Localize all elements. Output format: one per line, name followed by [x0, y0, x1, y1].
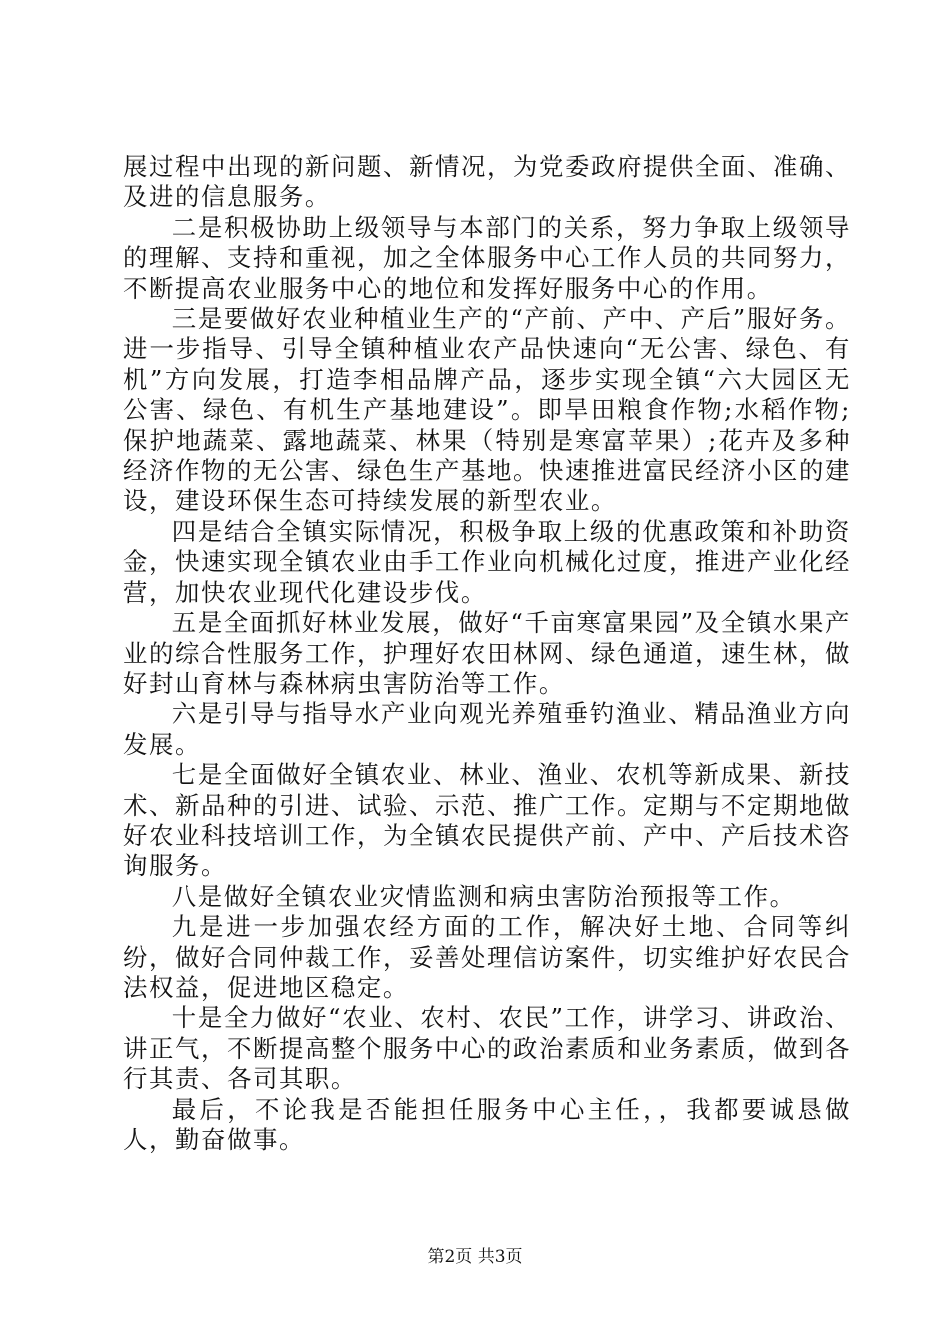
paragraph-item-10: 十是全力做好“农业、农村、农民”工作，讲学习、讲政治、讲正气，不断提高整个服务中心的政治素质和业务素质，做到各行其责、各司其职。 [123, 1003, 851, 1094]
paragraph-item-7: 七是全面做好全镇农业、林业、渔业、农机等新成果、新技术、新品种的引进、试验、示范、推广工作。定期与不定期地做好农业科技培训工作，为全镇农民提供产前、产中、产后技术咨询服务。 [123, 760, 851, 881]
paragraph-item-4: 四是结合全镇实际情况，积极争取上级的优惠政策和补助资金，快速实现全镇农业由手工作业向机械化过度，推进产业化经营，加快农业现代化建设步伐。 [123, 516, 851, 607]
paragraph-item-6: 六是引导与指导水产业向观光养殖垂钓渔业、精品渔业方向发展。 [123, 699, 851, 759]
paragraph-item-9: 九是进一步加强农经方面的工作，解决好土地、合同等纠纷，做好合同仲裁工作，妥善处理信访案件，切实维护好农民合法权益，促进地区稳定。 [123, 912, 851, 1002]
paragraph-closing: 最后，不论我是否能担任服务中心主任，，我都要诚恳做人，勤奋做事。 [123, 1094, 851, 1154]
document-body [123, 152, 851, 1155]
paragraph-item-2: 二是积极协助上级领导与本部门的关系，努力争取上级领导的理解、支持和重视，加之全体服务中心工作人员的共同努力，不断提高农业服务中心的地位和发挥好服务中心的作用。 [123, 212, 851, 303]
paragraph-continuation: 展过程中出现的新问题、新情况，为党委政府提供全面、准确、及进的信息服务。 [123, 152, 851, 212]
paragraph-item-8: 八是做好全镇农业灾情监测和病虫害防治预报等工作。 [171, 881, 796, 911]
paragraph-item-3: 三是要做好农业种植业生产的“产前、产中、产后”服好务。进一步指导、引导全镇种植业农产品快速向“无公害、绿色、有机”方向发展，打造李相品牌产品，逐步实现全镇“六大园区无公害、绿色、有机生产基地建设”。即旱田粮食作物;水稻作物;保护地蔬菜、露地蔬菜、林果（特别是寒富苹果）;花卉及多种经济作物的无公害、绿色生产基地。快速推进富民经济小区的建设，建设环保生态可持续发展的新型农业。 [123, 304, 851, 516]
paragraph-item-5: 五是全面抓好林业发展，做好“千亩寒富果园”及全镇水果产业的综合性服务工作，护理好农田林网、绿色通道，速生林，做好封山育林与森林病虫害防治等工作。 [123, 608, 851, 698]
page-number-footer: 第2页 共3页 [427, 1247, 523, 1267]
